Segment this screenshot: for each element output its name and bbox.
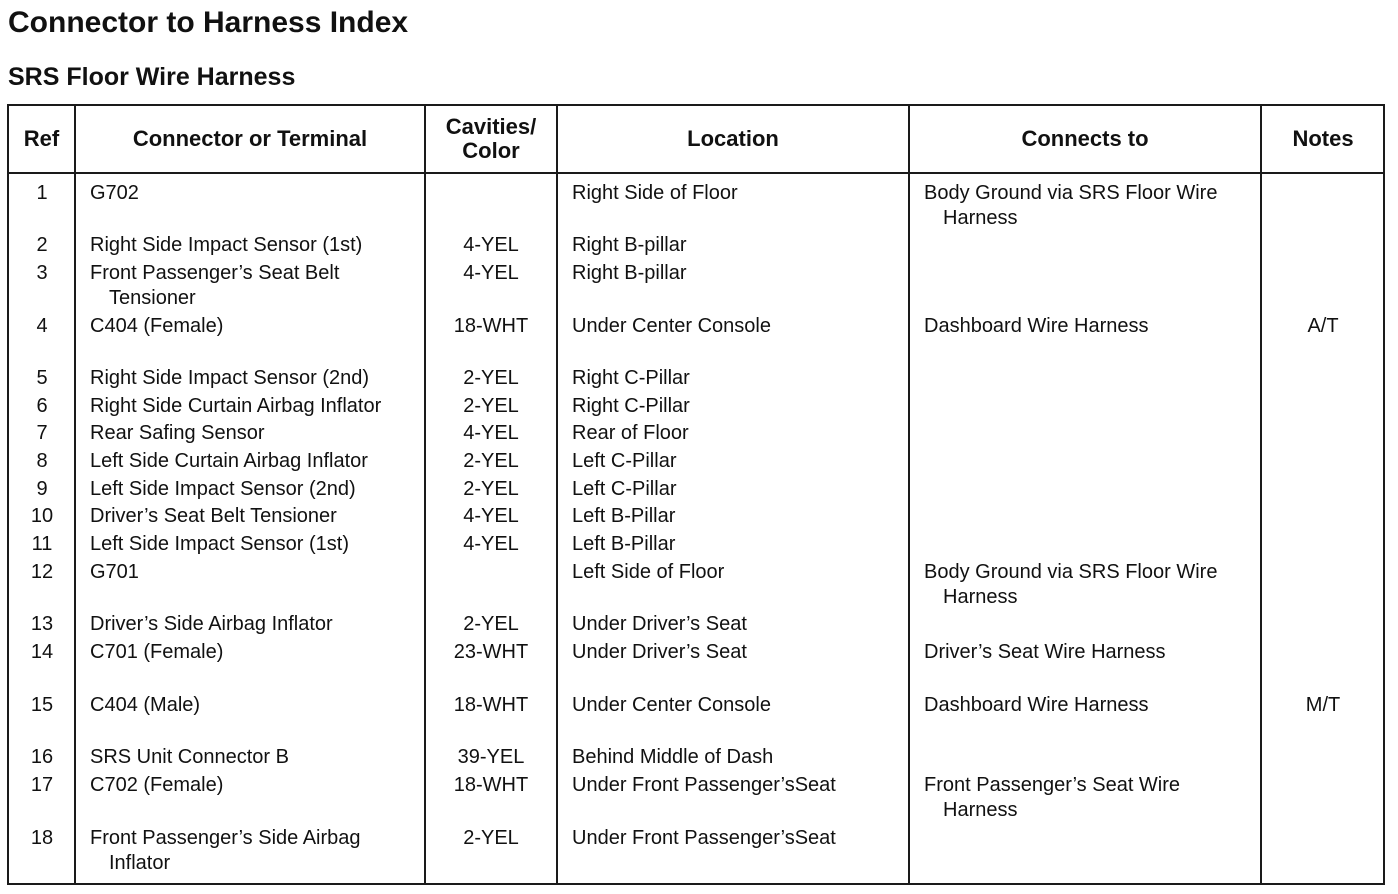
cell-connector-line: C404 (Male) — [90, 694, 201, 716]
cell-ref: 6 — [36, 395, 48, 417]
cell-location: Rear of Floor — [572, 422, 689, 444]
cell-connector — [90, 504, 337, 529]
cell-connector-line: C702 (Female) — [90, 774, 224, 796]
cell-connector — [90, 366, 369, 391]
cell-ref: 5 — [36, 367, 48, 389]
cell-connects-to — [924, 560, 1217, 610]
cell-location: Left B-Pillar — [572, 505, 676, 527]
cell-ref: 2 — [36, 234, 48, 256]
cell-cavities-color: 2-YEL — [463, 367, 519, 389]
cell-connector — [90, 394, 381, 419]
cell-ref: 8 — [36, 450, 48, 472]
cell-ref: 18 — [30, 827, 54, 849]
cell-connects-to — [924, 314, 1149, 339]
cell-cavities-color: 39-YEL — [457, 746, 525, 768]
header-connects-to: Connects to — [1021, 126, 1149, 151]
cell-ref: 13 — [30, 613, 54, 635]
cell-ref: 3 — [36, 262, 48, 284]
cell-connector — [90, 640, 223, 665]
cell-connector-line: Driver’s Side Airbag Inflator — [90, 613, 333, 635]
cell-location: Right B-pillar — [572, 262, 687, 284]
cell-location: Right C-Pillar — [572, 395, 690, 417]
cell-ref: 17 — [30, 774, 54, 796]
cell-connector-line: Right Side Curtain Airbag Inflator — [90, 395, 382, 417]
cell-connector-line: Inflator — [109, 852, 171, 874]
header-cavities — [426, 106, 556, 172]
cell-connects-to-line: Body Ground via SRS Floor Wire — [924, 182, 1218, 204]
column-divider — [556, 104, 558, 885]
cell-connector — [90, 233, 362, 258]
cell-cavities-color: 2-YEL — [463, 450, 519, 472]
header-cavities-line2: Color — [462, 138, 520, 163]
column-divider — [908, 104, 910, 885]
cell-location: Under Front Passenger’sSeat — [572, 774, 836, 796]
cell-connects-to-line: Harness — [943, 207, 1018, 229]
cell-cavities-color: 2-YEL — [463, 613, 519, 635]
header-connector: Connector or Terminal — [132, 126, 368, 151]
header-divider — [7, 172, 1385, 174]
cell-cavities-color: 18-WHT — [453, 694, 529, 716]
cell-ref: 1 — [36, 182, 48, 204]
cell-ref: 11 — [31, 533, 53, 555]
cell-ref: 16 — [30, 746, 54, 768]
cell-cavities-color: 2-YEL — [463, 827, 519, 849]
cell-connector-line: G701 — [90, 561, 139, 583]
cell-connects-to-line: Harness — [943, 586, 1018, 608]
cell-location: Left C-Pillar — [572, 450, 677, 472]
cell-connector-line: Rear Safing Sensor — [90, 422, 265, 444]
cell-connector-line: Right Side Impact Sensor (2nd) — [90, 367, 370, 389]
cell-location: Under Driver’s Seat — [572, 613, 747, 635]
cell-connector — [90, 693, 200, 718]
cell-connector-line: Driver’s Seat Belt Tensioner — [90, 505, 337, 527]
cell-connector-line: C701 (Female) — [90, 641, 224, 663]
cell-connector — [90, 477, 356, 502]
cell-cavities-color: 2-YEL — [463, 395, 519, 417]
cell-connector — [90, 261, 339, 311]
cell-cavities-color: 2-YEL — [463, 478, 519, 500]
cell-location: Left C-Pillar — [572, 478, 677, 500]
cell-location: Under Center Console — [572, 315, 771, 337]
cell-cavities-color: 23-WHT — [453, 641, 529, 663]
cell-connector-line: G702 — [90, 182, 139, 204]
header-cavities-line1: Cavities/ — [445, 114, 537, 139]
header-location: Location — [687, 126, 779, 151]
cell-cavities-color: 4-YEL — [463, 262, 519, 284]
cell-location: Right Side of Floor — [572, 182, 738, 204]
cell-ref: 4 — [36, 315, 48, 337]
cell-connector — [90, 314, 223, 339]
cell-connector — [90, 449, 368, 474]
cell-connector — [90, 181, 139, 206]
cell-location: Right C-Pillar — [572, 367, 690, 389]
cell-connects-to-line: Front Passenger’s Seat Wire — [924, 774, 1181, 796]
cell-connector-line: Front Passenger’s Side Airbag — [90, 827, 361, 849]
cell-location: Left Side of Floor — [572, 561, 725, 583]
cell-connector-line: Tensioner — [109, 287, 196, 309]
cell-ref: 7 — [36, 422, 48, 444]
cell-connector — [90, 532, 349, 557]
cell-connector — [90, 560, 139, 585]
cell-connects-to-line: Body Ground via SRS Floor Wire — [924, 561, 1218, 583]
page-title: Connector to Harness Index — [8, 6, 409, 39]
cell-connects-to-line: Dashboard Wire Harness — [924, 694, 1149, 716]
cell-ref: 12 — [30, 561, 54, 583]
cell-connector-line: SRS Unit Connector B — [90, 746, 289, 768]
cell-cavities-color: 18-WHT — [453, 774, 529, 796]
cell-connector — [90, 826, 361, 876]
cell-connector-line: Left Side Impact Sensor (2nd) — [90, 478, 356, 500]
cell-cavities-color: 18-WHT — [453, 315, 529, 337]
cell-connects-to — [924, 693, 1149, 718]
cell-connector-line: C404 (Female) — [90, 315, 224, 337]
cell-connects-to-line: Dashboard Wire Harness — [924, 315, 1149, 337]
cell-cavities-color: 4-YEL — [463, 505, 519, 527]
cell-connector — [90, 745, 289, 770]
cell-connector — [90, 773, 223, 798]
column-divider — [1260, 104, 1262, 885]
cell-ref: 9 — [36, 478, 48, 500]
cell-connector-line: Left Side Curtain Airbag Inflator — [90, 450, 368, 472]
cell-connects-to — [924, 640, 1166, 665]
cell-ref: 10 — [30, 505, 54, 527]
cell-connector — [90, 612, 333, 637]
header-ref: Ref — [23, 126, 60, 151]
cell-cavities-color: 4-YEL — [463, 234, 519, 256]
cell-connector-line: Front Passenger’s Seat Belt — [90, 262, 340, 284]
header-notes: Notes — [1292, 126, 1354, 151]
cell-connects-to-line: Harness — [943, 799, 1018, 821]
cell-location: Under Center Console — [572, 694, 771, 716]
cell-location: Under Front Passenger’sSeat — [572, 827, 836, 849]
cell-connects-to-line: Driver’s Seat Wire Harness — [924, 641, 1166, 663]
cell-connector-line: Left Side Impact Sensor (1st) — [90, 533, 350, 555]
cell-notes: M/T — [1305, 694, 1341, 716]
cell-connects-to — [924, 773, 1180, 823]
cell-location: Right B-pillar — [572, 234, 687, 256]
section-subtitle: SRS Floor Wire Harness — [8, 63, 296, 91]
cell-connects-to — [924, 181, 1217, 231]
cell-location: Left B-Pillar — [572, 533, 676, 555]
cell-ref: 15 — [30, 694, 54, 716]
cell-notes: A/T — [1307, 315, 1339, 337]
cell-location: Behind Middle of Dash — [572, 746, 774, 768]
cell-cavities-color: 4-YEL — [463, 422, 519, 444]
cell-location: Under Driver’s Seat — [572, 641, 747, 663]
cell-cavities-color: 4-YEL — [463, 533, 519, 555]
cell-connector — [90, 421, 265, 446]
cell-connector-line: Right Side Impact Sensor (1st) — [90, 234, 363, 256]
cell-ref: 14 — [30, 641, 54, 663]
